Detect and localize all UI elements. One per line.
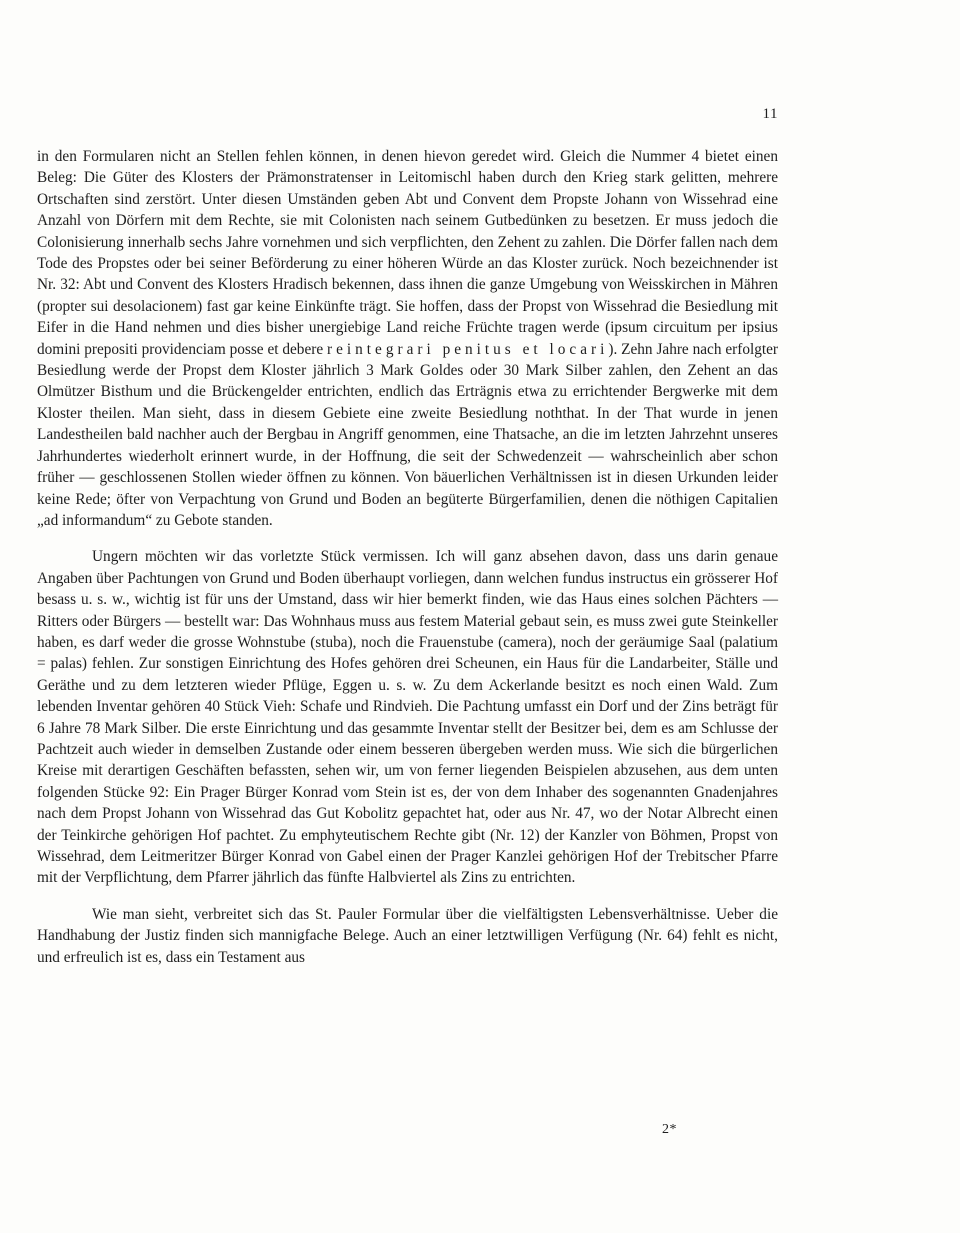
- page-number: 11: [762, 106, 778, 122]
- body-text: [37, 146, 778, 968]
- paragraph: [37, 546, 778, 889]
- signature-mark: 2*: [662, 1122, 677, 1137]
- paragraph: [37, 146, 778, 531]
- paragraph: [37, 904, 778, 968]
- text-segment: in den Formularen nicht an Stellen fehlen können, in denen hievon geredet wird. Gleich die Nummer 4 bietet einen Beleg: Die Güter des Klosters der Prämonstratenser in Leitomischl haben durch den Krieg stark gelitten, mehrere Ortschaften sind zerstört. Unter diesen Umständen geben Abt und Convent dem Propste Johann von Wissehrad eine Anzahl von Dörfern mit dem Rechte, sie mit Colonisten nach seinem Gutbedünken zu besetzen. Er muss jedoch die Colonisierung innerhalb sechs Jahre vornehmen und sich verpflichten, den Zehent zu zahlen. Die Dörfer fallen nach dem Tode des Propstes oder bei seiner Beförderung zu einer höheren Würde an das Kloster zurück. Noch bezeichnender ist Nr. 32: Abt und Convent des Klosters Hradisch bekennen, dass ihnen die ganze Umgebung von Weisskirchen in Mähren (propter sui desolacionem) fast gar keine Einkünfte trägt. Sie hoffen, dass der Propst von Wissehrad die Besiedlung mit Eifer in die Hand nehmen und dies bisher unergiebige Land reiche Früchte tragen werde (ipsum circuitum per ipsius domini prepositi providenciam posse et debere: [37, 148, 778, 358]
- text-segment: Ungern möchten wir das vorletzte Stück vermissen. Ich will ganz absehen davon, dass uns darin genaue Angaben über Pachtungen von Grund und Boden überhaupt vorliegen, dann welchen fundus instructus ein grösserer Hof besass u. s. w., wichtig ist für uns der Umstand, dass wir hier bemerkt finden, wie das Haus eines solchen Pächters — Ritters oder Bürgers — bestellt war: Das Wohnhaus muss aus festem Material gebaut sein, es muss zwei gute Steinkeller haben, es darf weder die grosse Wohnstube (stuba), noch die Frauenstube (camera), noch der geräumige Saal (palatium = palas) fehlen. Zur sonstigen Einrichtung des Hofes gehören drei Scheunen, ein Haus für die Landarbeiter, Ställe und Geräthe und zu dem letzteren wieder Pflüge, Eggen u. s. w. Zu dem Ackerlande besitzt es noch einen Wald. Zum lebenden Inventar gehören 40 Stück Vieh: Schafe und Rindvieh. Die Pachtung umfasst ein Dorf und der Zins beträgt für 6 Jahre 78 Mark Silber. Die erste Einrichtung und das gesammte Inventar stellt der Besitzer bei, dem es am Schlusse der Pachtzeit auch wieder in demselben Zustande oder einem besseren übergeben werden muss. Wie sich die bürgerlichen Kreise mit derartigen Geschäften befassten, sehen wir, um von ferner liegenden Beispielen abzusehen, aus dem unten folgenden Stücke 92: Ein Prager Bürger Konrad vom Stein ist es, der von dem Inhaber des sogenannten Gnadenjahres nach dem Propst Johann von Wissehrad das Gut Kobolitz gepachtet hat, oder aus Nr. 47, wo der Notar Albrecht einen der Teinkirche gehörigen Hof pachtet. Zu emphyteutischem Rechte gibt (Nr. 12) der Kanzler von Böhmen, Propst von Wissehrad, dem Leitmeritzer Bürger Konrad von Gabel einen der Prager Kanzlei gehörigen Hof der Trebitscher Pfarre mit der Verpflichtung, dem Pfarrer jährlich das fünfte Halbviertel als Zins zu entrichten.: [37, 548, 778, 887]
- text-segment: ). Zehn Jahre nach erfolgter Besiedlung werde der Propst dem Kloster jährlich 3 Mark Goldes oder 30 Mark Silber zahlen, den Zehent an das Olmützer Bisthum und die Brückengelder entrichten, endlich das Erträgnis etwa zu errichtender Bergwerke mit dem Kloster theilen. Man sieht, dass in diesem Gebiete eine zweite Besiedlung noththat. In der That wurde in jenen Landestheilen bald nachher auch der Bergbau in Angriff genommen, eine Thatsache, an die im letzten Jahrzehnt unseres Jahrhundertes wiederholt erinnert wurde, in der Hoffnung, die seit der Schwedenzeit — wahrscheinlich aber schon früher — geschlossenen Stollen wieder öffnen zu können. Von bäuerlichen Verhältnissen ist in diesen Urkunden leider keine Rede; öfter von Verpachtung von Grund und Boden an begüterte Bürgerfamilien, denen die nöthigen Capitalien „ad informandum“ zu Gebote standen.: [37, 340, 778, 529]
- spaced-emphasis: reintegrari penitus et locari: [327, 340, 609, 358]
- text-segment: Wie man sieht, verbreitet sich das St. Pauler Formular über die vielfältigsten Lebensverhältnisse. Ueber die Handhabung der Justiz finden sich mannigfache Belege. Auch an einer letztwilligen Verfügung (Nr. 64) fehlt es nicht, und erfreulich ist es, dass ein Testament aus: [37, 905, 778, 966]
